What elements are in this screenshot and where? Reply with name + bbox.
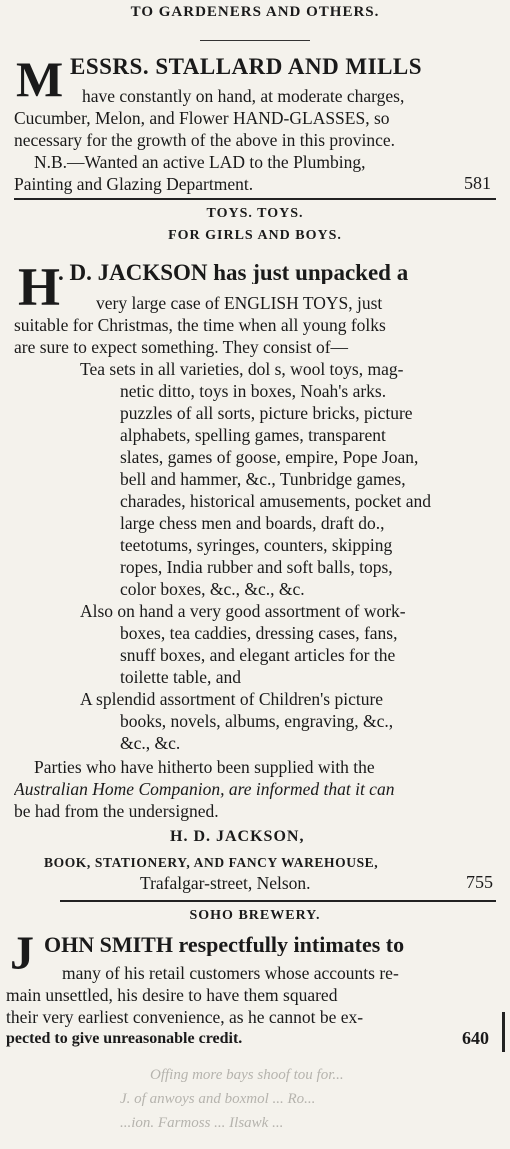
ad3-header: SOHO BREWERY. xyxy=(189,908,321,923)
ad1-dropcap: M xyxy=(16,51,64,107)
ad2-also-line: snuff boxes, and elegant articles for the xyxy=(120,645,396,665)
ad1-line: necessary for the growth of the above in this province. xyxy=(14,130,395,150)
ad2-splendid-line: &c., &c. xyxy=(120,733,181,753)
ad1-number: 581 xyxy=(464,173,491,193)
ad2-list-line: color boxes, &c., &c., &c. xyxy=(120,579,305,599)
divider xyxy=(200,40,310,41)
ad2-list-line: teetotums, syringes, counters, skipping xyxy=(120,535,393,555)
ad2-also-line: boxes, tea caddies, dressing cases, fans, xyxy=(120,623,398,643)
ad2-splendid-line: A splendid assortment of Children's picture xyxy=(80,689,384,709)
ad2-dropcap: H xyxy=(18,257,61,317)
ad2-parties-line: Australian Home Companion, are informed that it can xyxy=(14,779,395,799)
divider xyxy=(60,900,496,902)
ad1-line: N.B.—Wanted an active LAD to the Plumbing, xyxy=(34,152,366,172)
ad2-subheader: FOR GIRLS AND BOYS. xyxy=(168,228,342,243)
ad2-list-line: alphabets, spelling games, transparent xyxy=(120,425,386,445)
ad2-list-line: slates, games of goose, empire, Pope Joan, xyxy=(120,447,419,467)
faded-line: Offing more bays shoof tou for... xyxy=(150,1067,344,1083)
ad2-header: TOYS. TOYS. xyxy=(206,206,304,221)
ad2-warehouse: BOOK, STATIONERY, AND FANCY WAREHOUSE, xyxy=(44,855,379,870)
ad2-list-line: netic ditto, toys in boxes, Noah's arks. xyxy=(120,381,387,401)
ad1-line: Cucumber, Melon, and Flower HAND-GLASSES, so xyxy=(14,108,390,128)
edge-mark xyxy=(502,1012,505,1052)
ad2-signature: H. D. JACKSON, xyxy=(170,828,305,845)
ad1-title: ESSRS. STALLARD AND MILLS xyxy=(70,56,423,78)
ad2-intro-line: very large case of ENGLISH TOYS, just xyxy=(96,293,383,313)
ad2-number: 755 xyxy=(466,872,493,892)
ad2-also-line: toilette table, and xyxy=(120,667,241,687)
divider xyxy=(14,198,496,200)
ad3-line: their very earliest convenience, as he cannot be ex- xyxy=(6,1007,364,1027)
ad2-list-line: large chess men and boards, draft do., xyxy=(120,513,385,533)
ad3-title: OHN SMITH respectfully intimates to xyxy=(44,934,405,956)
ad3-line: pected to give unreasonable credit. xyxy=(6,1030,243,1047)
ad2-parties-line: Parties who have hitherto been supplied with the xyxy=(34,757,375,777)
ad2-splendid-line: books, novels, albums, engraving, &c., xyxy=(120,711,394,731)
ad2-also-line: Also on hand a very good assortment of work- xyxy=(80,601,406,621)
ad2-list-line: ropes, India rubber and soft balls, tops, xyxy=(120,557,393,577)
faded-line: ...ion. Farmoss ... Ilsawk ... xyxy=(120,1115,284,1131)
ad2-intro-line: are sure to expect something. They consist of— xyxy=(14,337,349,357)
ad2-list-line: bell and hammer, &c., Tunbridge games, xyxy=(120,469,406,489)
ad2-address: Trafalgar-street, Nelson. xyxy=(140,873,311,893)
ad1-line: have constantly on hand, at moderate charges, xyxy=(82,86,405,106)
ad3-line: main unsettled, his desire to have them squared xyxy=(6,985,338,1005)
ad2-intro-line: suitable for Christmas, the time when all young folks xyxy=(14,315,386,335)
ad1-line: Painting and Glazing Department. xyxy=(14,174,254,194)
ad3-number: 640 xyxy=(462,1028,489,1048)
ad2-list-line: Tea sets in all varieties, dol s, wool toys, mag- xyxy=(80,359,404,379)
ad2-list-line: charades, historical amusements, pocket and xyxy=(120,491,432,511)
faded-line: J. of anwoys and boxmol ... Ro... xyxy=(120,1091,316,1107)
ad3-line: many of his retail customers whose accounts re- xyxy=(62,963,399,983)
ad2-title: . D. JACKSON has just unpacked a xyxy=(58,262,409,284)
ad2-list-line: puzzles of all sorts, picture bricks, picture xyxy=(120,403,413,423)
ad2-parties-line: be had from the undersigned. xyxy=(14,801,219,821)
ad3-dropcap: J xyxy=(10,927,34,980)
ad1-header: TO GARDENERS AND OTHERS. xyxy=(130,4,380,20)
